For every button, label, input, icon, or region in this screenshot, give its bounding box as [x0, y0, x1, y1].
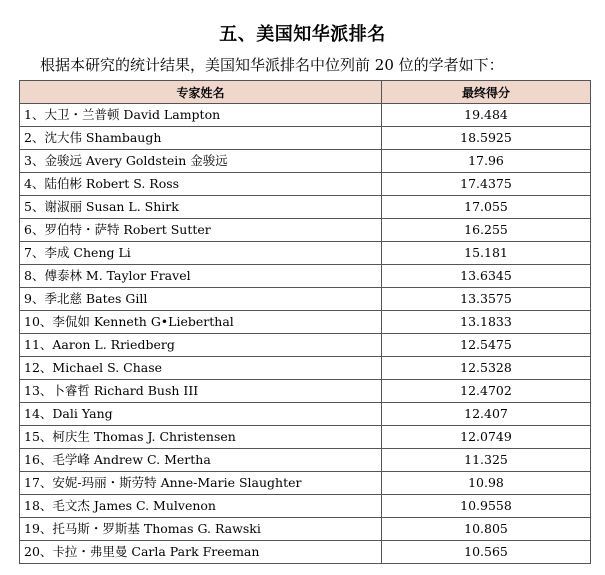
- section-title: 五、美国知华派排名: [219, 24, 386, 45]
- header-final-score: 最终得分: [382, 81, 591, 104]
- expert-name: 19、托马斯・罗斯基 Thomas G. Rawski: [20, 518, 382, 541]
- final-score: 10.565: [382, 541, 591, 564]
- final-score: 13.3575: [382, 288, 591, 311]
- expert-name: 9、季北慈 Bates Gill: [20, 288, 382, 311]
- table-row: [20, 288, 591, 311]
- final-score: 11.325: [382, 449, 591, 472]
- final-score: 18.5925: [382, 127, 591, 150]
- table-row: [20, 403, 591, 426]
- final-score: 19.484: [382, 104, 591, 127]
- table-row: [20, 380, 591, 403]
- final-score: 10.98: [382, 472, 591, 495]
- table-row: [20, 150, 591, 173]
- final-score: 13.6345: [382, 265, 591, 288]
- final-score: 17.055: [382, 196, 591, 219]
- expert-name: 16、毛学峰 Andrew C. Mertha: [20, 449, 382, 472]
- final-score: 16.255: [382, 219, 591, 242]
- table-row: [20, 242, 591, 265]
- final-score: 15.181: [382, 242, 591, 265]
- final-score: 12.5328: [382, 357, 591, 380]
- final-score: 12.5475: [382, 334, 591, 357]
- table-row: [20, 127, 591, 150]
- expert-name: 17、安妮-玛丽・斯劳特 Anne-Marie Slaughter: [20, 472, 382, 495]
- expert-name: 12、Michael S. Chase: [20, 357, 382, 380]
- final-score: 12.4702: [382, 380, 591, 403]
- expert-name: 5、谢淑丽 Susan L. Shirk: [20, 196, 382, 219]
- table-row: [20, 472, 591, 495]
- table-row: [20, 426, 591, 449]
- final-score: 13.1833: [382, 311, 591, 334]
- expert-name: 3、金骏远 Avery Goldstein 金骏远: [20, 150, 382, 173]
- table-row: [20, 334, 591, 357]
- expert-name: 20、卡拉・弗里曼 Carla Park Freeman: [20, 541, 382, 564]
- final-score: 10.9558: [382, 495, 591, 518]
- expert-name: 4、陆伯彬 Robert S. Ross: [20, 173, 382, 196]
- expert-name: 6、罗伯特・萨特 Robert Sutter: [20, 219, 382, 242]
- ranking-table: [19, 80, 591, 564]
- table-row: [20, 196, 591, 219]
- table-row: [20, 219, 591, 242]
- header-expert-name: 专家姓名: [20, 81, 382, 104]
- table-row: [20, 357, 591, 380]
- table-row: [20, 265, 591, 288]
- expert-name: 7、李成 Cheng Li: [20, 242, 382, 265]
- final-score: 10.805: [382, 518, 591, 541]
- expert-name: 2、沈大伟 Shambaugh: [20, 127, 382, 150]
- table-row: [20, 449, 591, 472]
- expert-name: 14、Dali Yang: [20, 403, 382, 426]
- table-row: [20, 495, 591, 518]
- final-score: 12.407: [382, 403, 591, 426]
- table-header-row: [20, 81, 591, 104]
- table-row: [20, 104, 591, 127]
- table-row: [20, 173, 591, 196]
- table-row: [20, 311, 591, 334]
- table-row: [20, 541, 591, 564]
- table-row: [20, 518, 591, 541]
- final-score: 17.4375: [382, 173, 591, 196]
- expert-name: 11、Aaron L. Rriedberg: [20, 334, 382, 357]
- expert-name: 8、傅泰林 M. Taylor Fravel: [20, 265, 382, 288]
- intro-paragraph: 根据本研究的统计结果，美国知华派排名中位列前 20 位的学者如下：: [40, 56, 504, 74]
- expert-name: 1、大卫・兰普顿 David Lampton: [20, 104, 382, 127]
- final-score: 17.96: [382, 150, 591, 173]
- expert-name: 15、柯庆生 Thomas J. Christensen: [20, 426, 382, 449]
- expert-name: 13、卜睿哲 Richard Bush III: [20, 380, 382, 403]
- final-score: 12.0749: [382, 426, 591, 449]
- expert-name: 10、李侃如 Kenneth G•Lieberthal: [20, 311, 382, 334]
- expert-name: 18、毛文杰 James C. Mulvenon: [20, 495, 382, 518]
